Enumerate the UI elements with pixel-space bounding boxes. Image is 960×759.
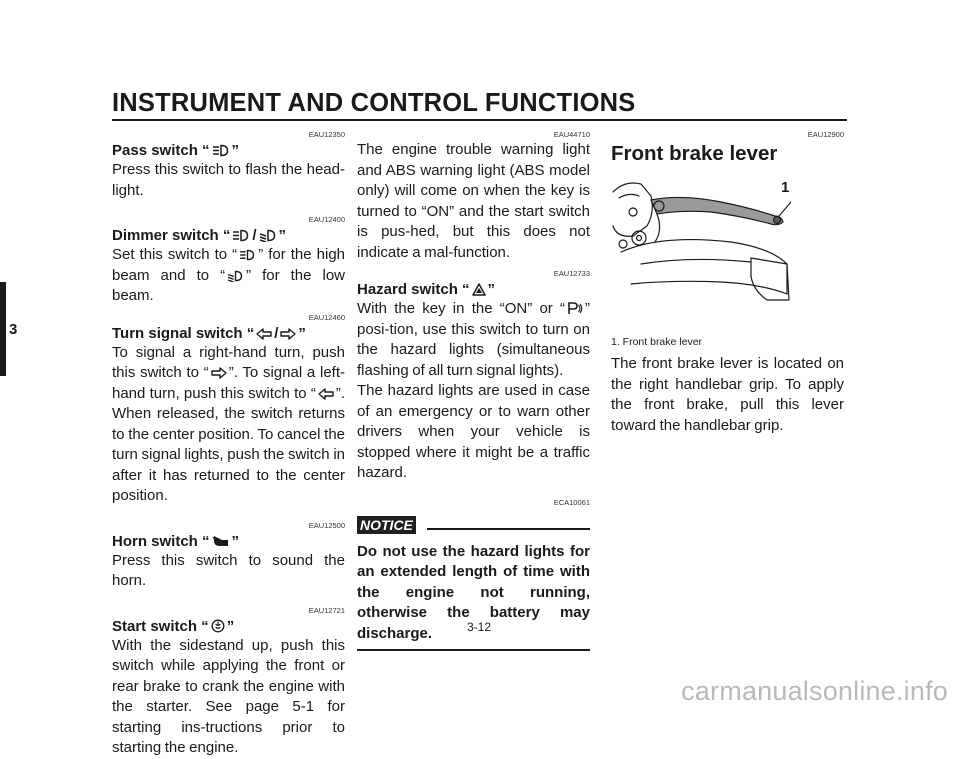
column-left — [112, 130, 345, 759]
high-beam-icon — [232, 229, 250, 242]
reference-code: EAU12350 — [308, 130, 345, 139]
low-beam-icon — [227, 270, 244, 282]
reference-code: EAU12500 — [308, 520, 345, 530]
left-turn-arrow-icon — [256, 328, 272, 340]
chapter-tab-number: 3 — [9, 321, 18, 338]
hazard-usage-text: The hazard lights are used in case of an emergency or to warn other drivers when your vehicle is stopped where it might be a traffic hazard. — [357, 382, 590, 481]
page-number: 3-12 — [466, 620, 492, 634]
start-switch-text: With the sidestand up, push this switch while applying the front or rear brake to crank the engine with the starter. See page 5-1 for starting ins-tructions prior to starting the engine. — [112, 636, 345, 756]
chapter-tab-bar — [0, 282, 6, 376]
low-beam-icon — [259, 229, 277, 242]
horn-switch-text: Press this switch to sound the horn. — [112, 551, 345, 589]
start-icon — [211, 619, 225, 633]
dimmer-switch-heading: Dimmer switch “ / ” — [112, 227, 287, 244]
hazard-switch-heading: Hazard switch “ ” — [357, 281, 496, 298]
turn-signal-switch-text: To signal a right-hand turn, push this switch to “ ”. To signal a left-hand turn, push this switch to “ ”. When released, the switch returns to the center position. To cancel the turn signal lights, push the switch in after it has returned to the center position. — [112, 343, 345, 504]
notice-rule — [427, 528, 590, 530]
high-beam-icon — [212, 144, 230, 157]
start-switch-heading: Start switch “ ” — [112, 617, 235, 635]
high-beam-icon — [239, 249, 256, 261]
pass-switch-text: Press this switch to flash the head-light. — [112, 161, 345, 199]
pass-switch-heading: Pass switch “ ” — [112, 142, 240, 159]
turn-signal-switch-heading: Turn signal switch “ / ” — [112, 324, 306, 342]
column-middle — [357, 130, 590, 651]
notice-text: Do not use the hazard lights for an extended length of time with the engine not running, otherwise the battery may discharge. — [357, 542, 590, 652]
dimmer-switch-text: Set this switch to “ ” for the high beam and to “ ” for the low beam. — [112, 246, 346, 304]
left-turn-arrow-icon — [318, 388, 334, 400]
notice-badge: NOTICE — [357, 516, 416, 534]
hazard-icon — [472, 283, 486, 296]
front-brake-heading: Front brake lever — [611, 142, 778, 165]
page-title: INSTRUMENT AND CONTROL FUNCTIONS — [112, 89, 636, 117]
right-turn-arrow-icon — [211, 367, 227, 379]
front-brake-text: The front brake lever is located on the right handlebar grip. To apply the front brake, pull this lever toward the handlebar grip. — [611, 355, 844, 434]
reference-code: ECA10061 — [553, 497, 590, 507]
hazard-switch-text: With the key in the “ON” or “ ” posi-tion, use this switch to turn on the hazard lights (simultaneous flashing of all turn signal lights). — [357, 300, 590, 379]
column-right — [611, 130, 844, 436]
warning-light-text: The engine trouble warning light and ABS warning light (ABS model only) will come on when the key is turned to “ON” and the start switch is pus-hed, but this does not indicate a mal-function. — [357, 141, 590, 261]
reference-code: EAU12400 — [308, 215, 345, 224]
callout-number: 1 — [781, 179, 790, 196]
horn-icon — [212, 534, 230, 548]
parking-icon — [567, 302, 583, 315]
watermark: carmanualsonline.info — [681, 676, 948, 706]
reference-code: EAU12460 — [308, 312, 345, 322]
horn-switch-heading: Horn switch “ ” — [112, 532, 240, 550]
reference-code: EAU12900 — [807, 130, 844, 139]
title-rule — [112, 119, 847, 121]
reference-code: EAU44710 — [553, 130, 590, 139]
figure-caption: 1. Front brake lever — [611, 336, 703, 348]
right-turn-arrow-icon — [280, 328, 296, 340]
notice-header — [357, 516, 590, 538]
reference-code: EAU12733 — [553, 269, 590, 278]
reference-code: EAU12721 — [308, 605, 345, 615]
front-brake-lever-illustration — [611, 172, 791, 327]
